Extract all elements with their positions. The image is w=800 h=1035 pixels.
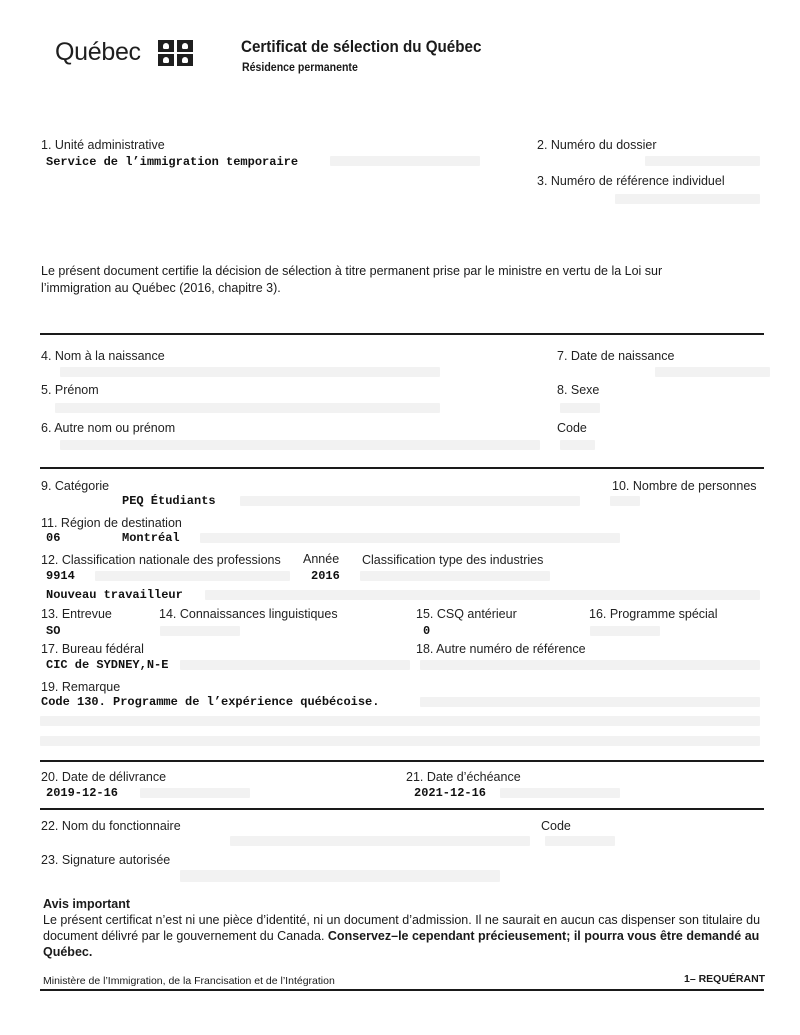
- field-12-note: Nouveau travailleur: [46, 588, 183, 602]
- field-3-label: 3. Numéro de référence individuel: [537, 174, 725, 188]
- redacted-block: [55, 403, 440, 413]
- notice-title: Avis important: [43, 897, 131, 911]
- redacted-block: [40, 716, 760, 726]
- redacted-block: [615, 194, 760, 204]
- quebec-logo: [55, 38, 141, 67]
- field-8-label: 8. Sexe: [557, 383, 600, 397]
- redacted-block: [60, 367, 440, 377]
- redacted-block: [200, 533, 620, 543]
- field-13-value: SO: [46, 624, 61, 638]
- field-19-label: 19. Remarque: [41, 680, 121, 694]
- field-6-label: 6. Autre nom ou prénom: [41, 421, 176, 435]
- redacted-block: [360, 571, 550, 581]
- field-15-value: 0: [423, 624, 431, 638]
- field-17-value: CIC de SYDNEY,N-E: [46, 658, 169, 672]
- field-17-label: 17. Bureau fédéral: [41, 642, 144, 656]
- field-11-label: 11. Région de destination: [41, 516, 182, 530]
- field-10-label: 10. Nombre de personnes: [612, 479, 757, 493]
- redacted-block: [240, 496, 580, 506]
- code-label-officer: Code: [541, 819, 571, 833]
- field-2-label: 2. Numéro du dossier: [537, 138, 657, 152]
- field-20-value: 2019-12-16: [46, 786, 119, 800]
- field-23-label: 23. Signature autorisée: [41, 853, 171, 867]
- industries-label: Classification type des industries: [362, 553, 544, 567]
- notice-plain-text: Le présent certificat n’est ni une pièce d’identité, ni un document d’admission. Il ne saurait en aucun cas dispenser son titulaire du document délivré par le gouvernement du Canada.: [43, 913, 761, 943]
- document-subtitle: Résidence permanente: [242, 62, 358, 74]
- field-9-value: PEQ Étudiants: [122, 494, 216, 508]
- field-15-label: 15. CSQ antérieur: [416, 607, 517, 621]
- certification-statement: Le présent document certifie la décision de sélection à titre permanent prise par le ministre en vertu de la Loi sur l’immigration au Québec (2016, chapitre 3).: [41, 264, 663, 295]
- year-label: Année: [303, 552, 340, 566]
- notice-bold-text: Conservez–le cependant précieusement; il pourra vous être demandé au Québec.: [43, 929, 760, 959]
- section-divider: [40, 333, 764, 335]
- redacted-block: [40, 736, 760, 746]
- redacted-block: [95, 571, 290, 581]
- code-label-identity: Code: [557, 421, 587, 435]
- field-22-label: 22. Nom du fonctionnaire: [41, 819, 181, 833]
- field-12-label: 12. Classification nationale des professions: [41, 553, 281, 567]
- field-21-value: 2021-12-16: [414, 786, 487, 800]
- redacted-block: [560, 403, 600, 413]
- redacted-block: [160, 626, 240, 636]
- section-divider: [40, 760, 764, 762]
- field-20-label: 20. Date de délivrance: [41, 770, 167, 784]
- field-1-label: 1. Unité administrative: [41, 138, 165, 152]
- document-title: Certificat de sélection du Québec: [241, 38, 482, 56]
- footer-divider: [40, 989, 764, 991]
- notice-text: [43, 912, 763, 960]
- footer-ministry: Ministère de l’Immigration, de la Francisation et de l’Intégration: [43, 975, 335, 987]
- redacted-block: [545, 836, 615, 846]
- redacted-block: [560, 440, 595, 450]
- field-19-value: Code 130. Programme de l’expérience québécoise.: [41, 695, 380, 709]
- section-divider: [40, 467, 764, 469]
- redacted-block: [590, 626, 660, 636]
- redacted-block: [205, 590, 760, 600]
- year-value: 2016: [311, 569, 340, 583]
- redacted-block: [420, 697, 760, 707]
- redacted-block: [180, 660, 410, 670]
- field-7-label: 7. Date de naissance: [557, 349, 675, 363]
- field-14-label: 14. Connaissances linguistiques: [159, 607, 338, 621]
- redacted-block: [610, 496, 640, 506]
- redacted-block: [60, 440, 540, 450]
- field-11-value: Montréal: [122, 531, 180, 545]
- field-11-code: 06: [46, 531, 61, 545]
- footer-copy-label: 1– REQUÉRANT: [684, 973, 766, 985]
- redacted-block: [655, 367, 770, 377]
- logo-text: Québec: [55, 38, 141, 66]
- field-9-label: 9. Catégorie: [41, 479, 110, 493]
- redacted-block: [330, 156, 480, 166]
- signature-area: [180, 870, 500, 882]
- section-divider: [40, 808, 764, 810]
- field-13-label: 13. Entrevue: [41, 607, 112, 621]
- field-4-label: 4. Nom à la naissance: [41, 349, 165, 363]
- fleur-de-lis-flag-icon: [158, 40, 194, 66]
- field-16-label: 16. Programme spécial: [589, 607, 718, 621]
- field-12-code: 9914: [46, 569, 75, 583]
- redacted-block: [645, 156, 760, 166]
- redacted-block: [500, 788, 620, 798]
- redacted-block: [230, 836, 530, 846]
- field-18-label: 18. Autre numéro de référence: [416, 642, 586, 656]
- field-1-value: Service de l’immigration temporaire: [46, 155, 299, 169]
- redacted-block: [420, 660, 760, 670]
- field-21-label: 21. Date d’échéance: [406, 770, 521, 784]
- redacted-block: [140, 788, 250, 798]
- field-5-label: 5. Prénom: [41, 383, 99, 397]
